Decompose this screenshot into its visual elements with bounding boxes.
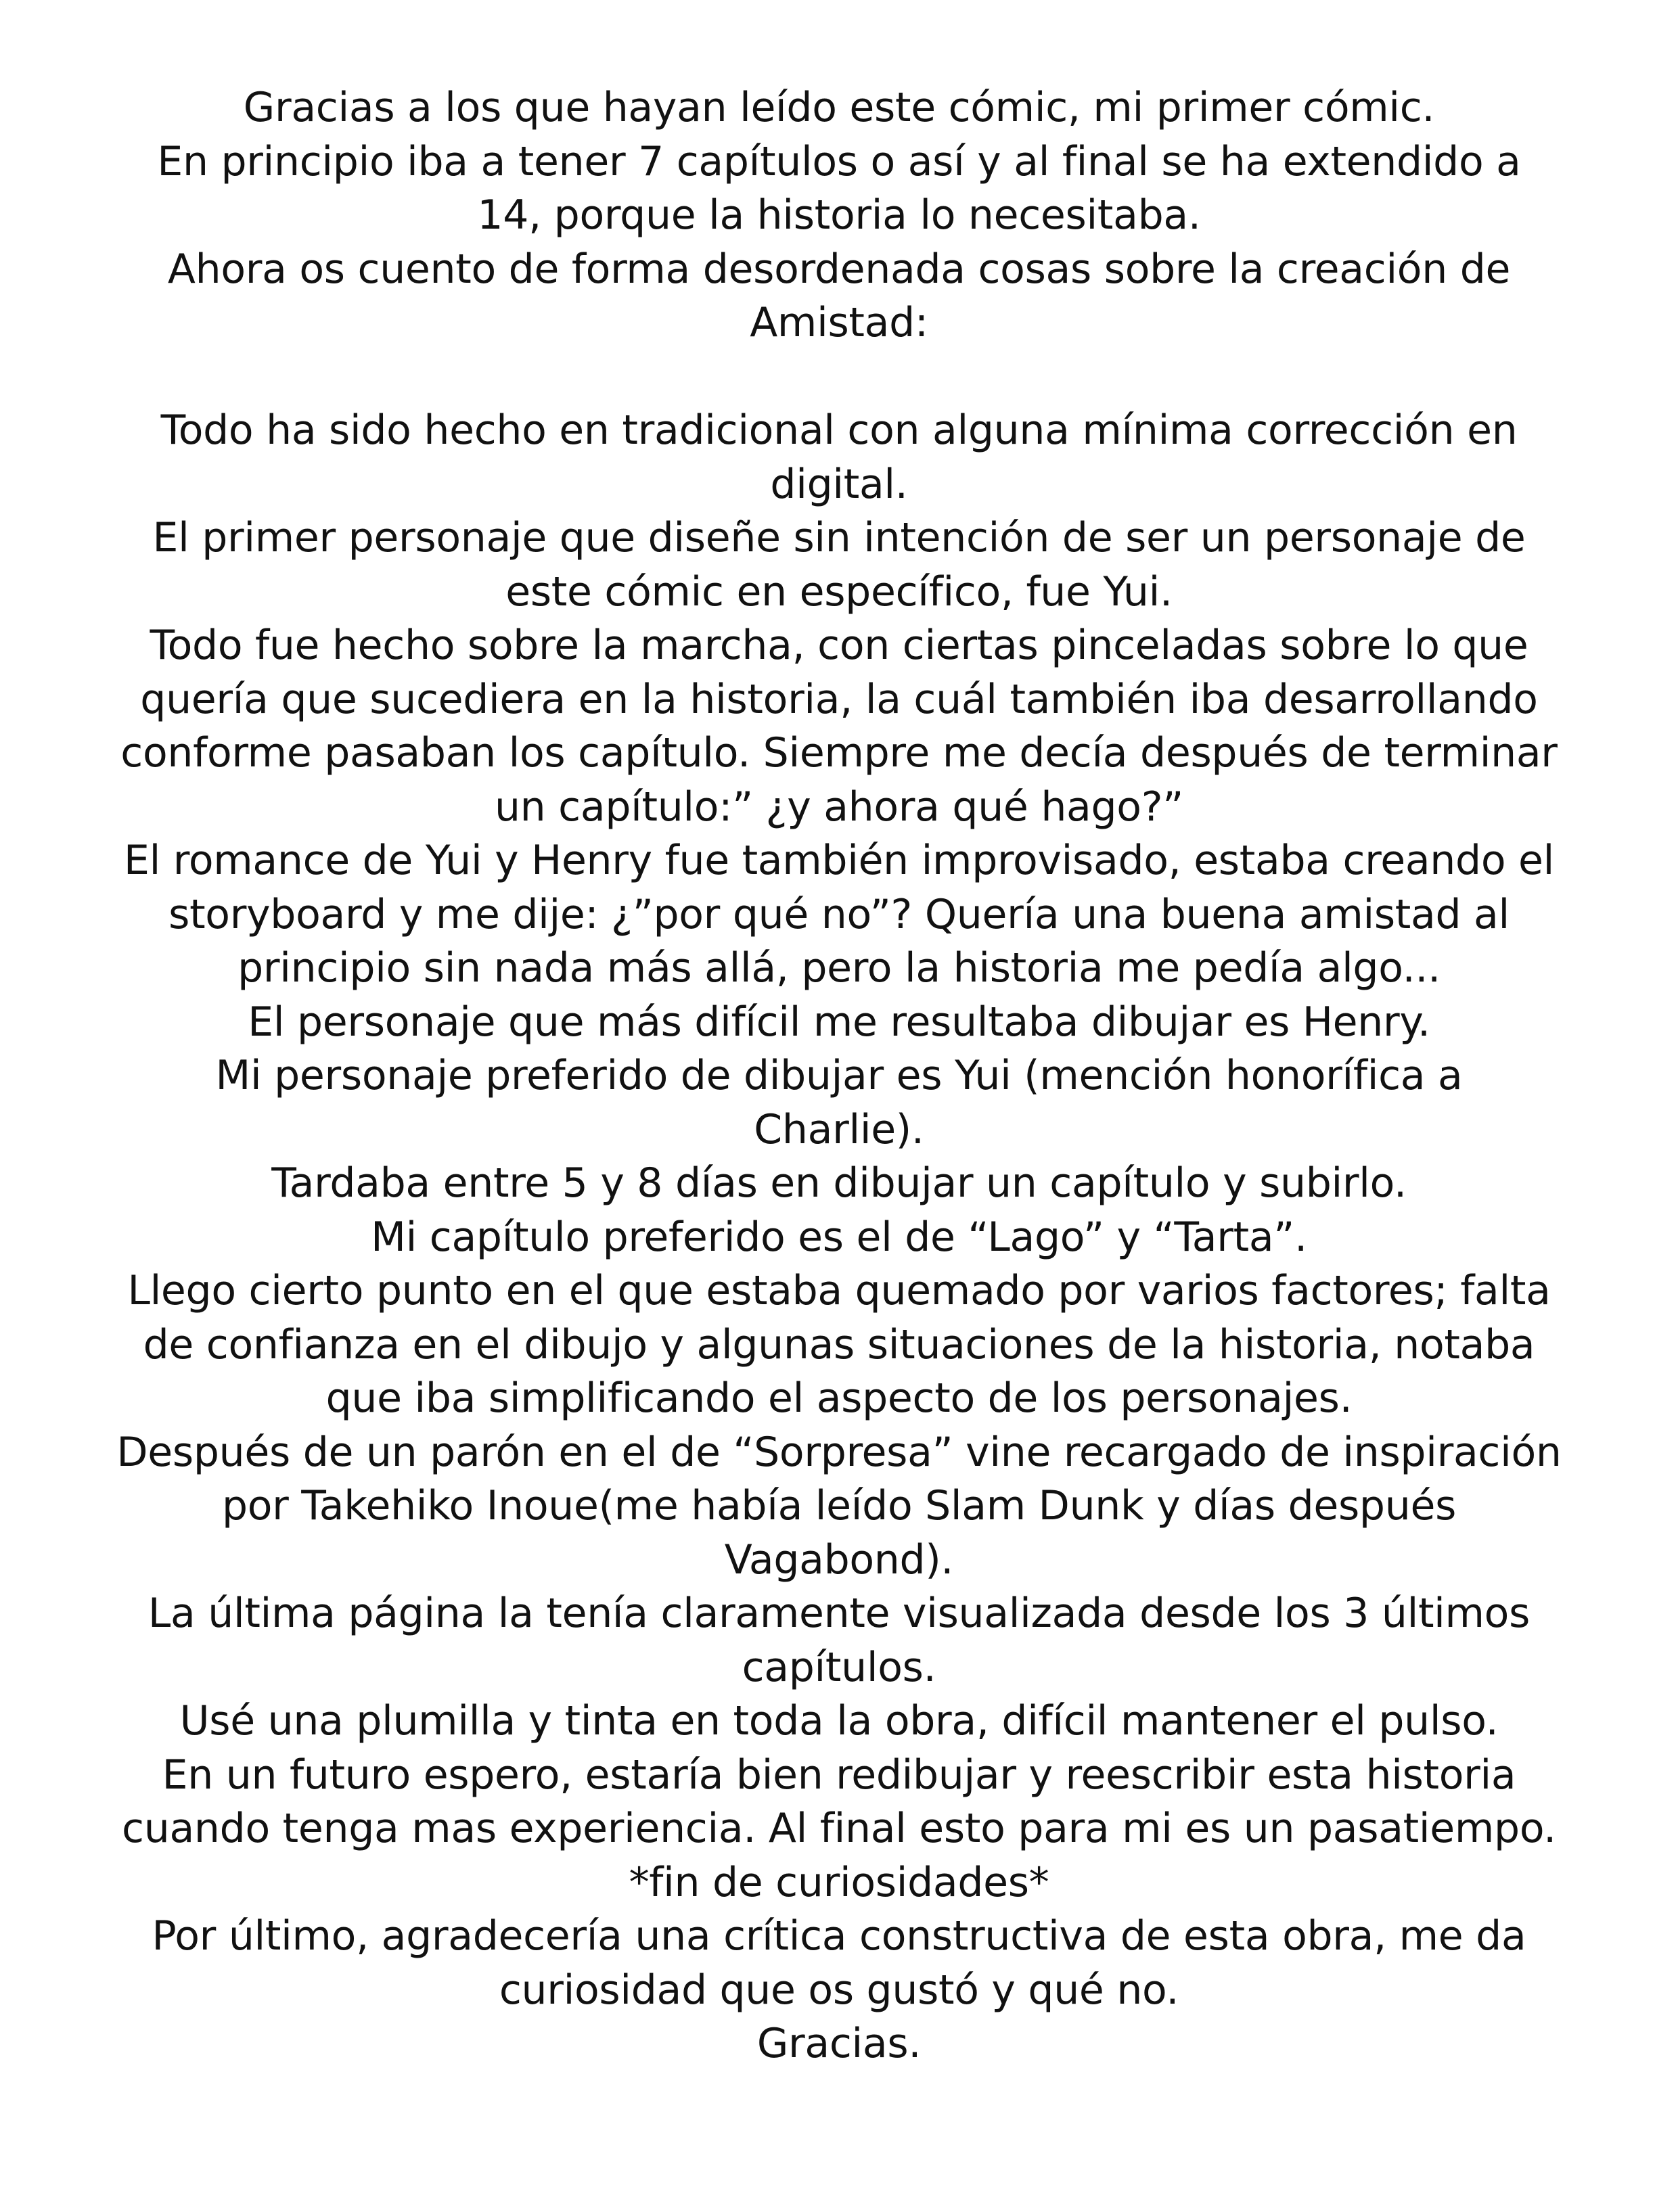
text-line: Charlie).: [754, 1105, 924, 1153]
text-line: curiosidad que os gustó y qué no.: [499, 1966, 1179, 2014]
text-line: El personaje que más difícil me resultaba dibujar es Henry.: [248, 998, 1430, 1046]
text-line: capítulos.: [742, 1643, 936, 1691]
text-line: storyboard y me dije: ¿”por qué no”? Quería una buena amistad al: [168, 890, 1510, 938]
text-line: principio sin nada más allá, pero la historia me pedía algo...: [237, 944, 1441, 992]
paragraph-spacer: [88, 350, 1590, 405]
text-line: En principio iba a tener 7 capítulos o así y al final se ha extendido a: [157, 137, 1521, 185]
text-line: *fin de curiosidades*: [629, 1858, 1049, 1906]
text-line: Ahora os cuento de forma desordenada cosas sobre la creación de: [167, 245, 1511, 293]
text-line: Por último, agradecería una crítica constructiva de esta obra, me da: [152, 1912, 1526, 1960]
text-line: Mi capítulo preferido es el de “Lago” y “Tarta”.: [371, 1213, 1307, 1261]
text-line: Mi personaje preferido de dibujar es Yui (mención honorífica a: [215, 1052, 1463, 1099]
text-line: La última página la tenía claramente visualizada desde los 3 últimos: [148, 1590, 1530, 1637]
text-line: cuando tenga mas experiencia. Al final esto para mi es un pasatiempo.: [122, 1805, 1556, 1852]
text-line: Gracias.: [756, 2020, 922, 2067]
text-line: Usé una plumilla y tinta en toda la obra, difícil mantener el pulso.: [179, 1697, 1499, 1745]
text-line: Todo fue hecho sobre la marcha, con ciertas pinceladas sobre lo que: [150, 622, 1528, 669]
text-line: Después de un parón en el de “Sorpresa” vine recargado de inspiración: [116, 1428, 1562, 1476]
text-line: Amistad:: [750, 299, 928, 346]
text-line: Todo ha sido hecho en tradicional con alguna mínima corrección en: [160, 407, 1518, 454]
text-line: un capítulo:” ¿y ahora qué hago?”: [494, 783, 1184, 831]
text-line: quería que sucediera en la historia, la cuál también iba desarrollando: [140, 675, 1538, 723]
text-line: por Takehiko Inoue(me había leído Slam Dunk y días después: [221, 1482, 1457, 1529]
text-line: Llego cierto punto en el que estaba quemado por varios factores; falta: [127, 1267, 1551, 1314]
text-line: 14, porque la historia lo necesitaba.: [477, 191, 1201, 239]
text-line: El primer personaje que diseñe sin intención de ser un personaje de: [152, 514, 1526, 561]
text-line: En un futuro espero, estaría bien redibujar y reescribir esta historia: [162, 1751, 1516, 1799]
text-line: de confianza en el dibujo y algunas situaciones de la historia, notaba: [143, 1320, 1535, 1368]
document-text: [88, 81, 1590, 2071]
text-line: El romance de Yui y Henry fue también improvisado, estaba creando el: [124, 837, 1554, 884]
text-line: Tardaba entre 5 y 8 días en dibujar un capítulo y subirlo.: [271, 1159, 1407, 1207]
text-line: digital.: [770, 460, 908, 508]
text-line: este cómic en específico, fue Yui.: [505, 568, 1173, 616]
text-line: Vagabond).: [724, 1536, 954, 1584]
text-line: Gracias a los que hayan leído este cómic, mi primer cómic.: [243, 84, 1435, 131]
text-line: que iba simplificando el aspecto de los personajes.: [325, 1375, 1353, 1422]
text-line: conforme pasaban los capítulo. Siempre me decía después de terminar: [120, 729, 1558, 777]
